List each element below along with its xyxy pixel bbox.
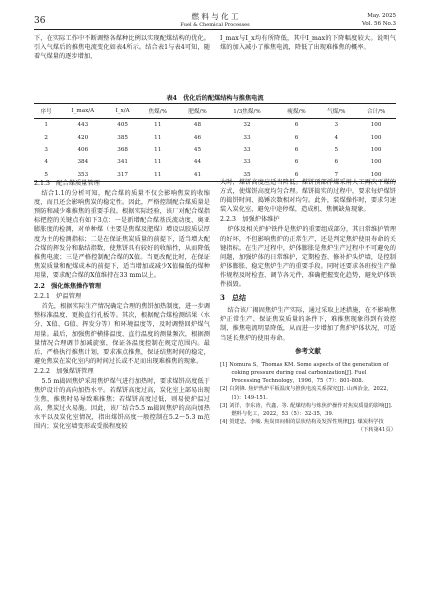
table-cell: 100	[370, 134, 382, 141]
table-row	[34, 144, 396, 156]
reference-list	[220, 361, 396, 435]
reference-item: [3] 刘洋，李东涛，代鑫，等. 配煤结构与炼焦炉操作对焦炭质量的影响[J]. 燃料与化工，2022，53（5）：32-35，39.	[220, 402, 393, 417]
table-header-cell: 序号	[34, 104, 58, 119]
top-left-paragraph	[34, 34, 210, 61]
section-heading-2-2-2: 2.2.2 加强煤饼管理	[34, 367, 94, 375]
journal-title-cn: 燃 料 与 化 工	[191, 12, 239, 21]
section-heading-2-1-3: 2.1.3 配合煤质量管理	[34, 180, 100, 187]
table-cell: 11	[154, 122, 162, 129]
left-column	[34, 178, 210, 432]
reference-item: [1] Nomura S，Thomas KM. Some aspects of the generation of coking pressure during coal carbonization[J]. Fuel Processing Technology，1996，75（7）：801-808.	[220, 361, 389, 385]
table-cell: 5	[334, 146, 339, 153]
section-heading-3: 3 总结	[220, 293, 247, 303]
table-header-cell: 焦煤/%	[138, 104, 178, 119]
table-header-cell: I_max/A	[58, 104, 107, 119]
paragraph: I_max与I_x均有所降低，其中I_max的下降幅度较大。说明气煤的加入减小了推焦电流，降低了出现难推焦的概率。	[220, 35, 396, 52]
journal-header	[150, 12, 280, 30]
table-row	[34, 156, 396, 168]
section-heading-2-2-3: 2.2.3 加强炉体维护	[220, 216, 280, 224]
table-cell: 2	[44, 134, 48, 141]
table-cell: 6	[334, 159, 339, 166]
table-cell: 100	[370, 122, 382, 129]
table-cell: 1	[44, 122, 48, 129]
table-cell: 33	[243, 146, 251, 153]
table-cell: 443	[77, 122, 89, 129]
table-cell: 48	[193, 122, 202, 129]
table-cell: 353	[58, 169, 107, 182]
table-cell: 45	[193, 146, 202, 153]
table-header-row	[34, 104, 396, 119]
issue-date: May. 2025	[367, 13, 396, 19]
table-cell: 100	[370, 146, 382, 153]
table-cell: 6	[294, 134, 299, 141]
reference-item: [2] 白剑锋. 焦炉热炉平板温度与推焦电流关系探究[J]. 山西冶金，2022，(1)：149-151.	[220, 386, 392, 401]
issue-info	[340, 12, 396, 28]
journal-title-en: Fuel & Chemical Processes	[180, 22, 250, 28]
table-cell: 6	[277, 169, 317, 182]
table-header-cell: 合计/%	[356, 104, 396, 119]
table-row	[34, 131, 396, 143]
reference-item: [4] 贺建忠，李峻. 焦炭田间相的层状结构及发挥性规律[J]. 煤炭科学技	[220, 419, 384, 426]
table-cell: 100	[370, 159, 382, 166]
table-cell: 420	[77, 134, 89, 141]
table-cell: 317	[107, 169, 137, 182]
table-cell: 385	[117, 134, 128, 141]
right-column	[220, 178, 396, 435]
table-cell: 33	[243, 159, 251, 166]
table-cell: 368	[117, 146, 128, 153]
table-caption: 表4 优化后的配煤结构与推焦电流	[166, 95, 264, 102]
table-cell: 5	[34, 169, 58, 182]
table-cell: 3	[44, 146, 48, 153]
data-table	[34, 103, 396, 182]
top-right-paragraph	[220, 34, 396, 52]
paragraph: 下，在实际工作中不断调整各煤种比例以实现配煤结构的优化。引入气煤后的推焦电流变化如表4所示。结合表1与表4可知，随着气煤量的逐步增加，	[34, 35, 210, 61]
table-cell: 4	[44, 159, 48, 166]
page-number: 36	[34, 16, 46, 26]
table-cell: 41	[178, 169, 218, 182]
table-cell: 11	[154, 134, 162, 141]
table-cell: 406	[77, 146, 89, 153]
table-cell: 4	[334, 134, 339, 141]
table-cell: 11	[154, 146, 162, 153]
table-header-cell: I_x/A	[107, 104, 137, 119]
paragraph: 大时，煤饼高度应适当降低。煤饼顶部浮煤采用人工再次平煤的方式，使煤饼高度均匀合理。煤饼捣实的过程中，要求每炉煤饼的捣饼时间、捣锤次数相对均匀。此外，装煤操作时，要求匀速装入炭化室，避免中途停煤，造成机、焦侧缺角现象。	[220, 179, 396, 214]
paragraph: 炉体及相关炉护铁件是焦炉的重要组成部分，其日常维护管理的好坏，不但影响焦炉的正常生产，还是判定焦炉使用寿命的关键指标。在生产过程中，炉体膨胀是焦炉生产过程中不可避免的问题，加强炉体的日常维护，定期检查、修补炉头炉墙，是控制炉体膨胀、稳定焦炉生产的重要手段。同时还要求各班按生产操作规程及时检查、调节各元件，准确把握变化趋势，避免炉体铁件损毁。	[220, 226, 396, 289]
table-cell: 341	[117, 159, 128, 166]
paragraph: 结合该厂揭固焦炉生产实际，通过采取上述措施，在不影响焦炉正常生产、保证焦炭质量的条件下，难推焦现象得到有效控制，推焦电流明显降低，从而进一步增加了焦炉炉体状况，可适当延长焦炉的使用寿命。	[220, 307, 396, 342]
table-cell: 32	[243, 122, 251, 129]
table-cell: 33	[243, 134, 251, 141]
table-cell: 11	[138, 169, 178, 182]
table-header-cell: 1/3焦煤/%	[217, 104, 276, 119]
table-header-cell: 气煤/%	[316, 104, 356, 119]
table-cell: 7	[316, 169, 356, 182]
table-cell: 6	[294, 146, 299, 153]
table-cell: 6	[294, 159, 299, 166]
issue-volume: Vol. 56 No.3	[361, 21, 396, 27]
continuation-note: （下转第41页）	[357, 427, 396, 434]
table-header-cell: 瘦煤/%	[277, 104, 317, 119]
table-cell: 3	[334, 122, 339, 129]
table-cell: 100	[356, 169, 396, 182]
table-cell: 46	[193, 134, 202, 141]
references-title: 参考文献	[295, 346, 321, 355]
paragraph: 首先，根据实际生产情况确定合理的焦饼加热制度，进一步调整标准温度、更换直行孔板等。其次，根据配合煤检测结果（水分、X值、G值、挥发分等）和环境温度等，及时调整回炉煤气用量。最后，加强焦炉横排温度、直行温度的测量频次，根据测量情况合理调节加减旋塞，保证各温度控制在规定范围内。最后，严格执行推焦计划，要求准点推焦，保证结焦时间的稳定，避免焦炭在炭化室内的时间过长或不足而出现难推焦的现象。	[34, 303, 210, 365]
table-body	[34, 119, 396, 182]
table-row	[34, 119, 396, 132]
paragraph: 结合1.1的分析可知，配合煤的质量不仅会影响焦炭的收缩度，而且还会影响焦炭的稳定性。因此，严格控制配合煤质量是预防和减少难推焦的重要手段。根据实际经验，该厂对配合煤指标把控的关键点有如下3点：一是新增配合煤基氏流动度、奥亚膨胀度的检测，对单种煤（主要是焦煤及肥煤）增设以胶质层厚度为主的检测指标；二是在保证焦炭质量的前提下，适当增大配合煤的挥发分和黏结指数，使焦饼具有较好的收缩性，从而降低推焦电流；三是严格控制配合煤的X值。当更改配比时，在保证焦炭质量和配煤成本的前提下，适当增加或减少X值偏低的煤种用量，要求配合煤的X值维持在33 mm以上。	[34, 190, 210, 279]
section-heading-2-2-1: 2.2.1 炉温管理	[34, 293, 82, 301]
header-rule	[34, 29, 396, 30]
table-cell: 11	[154, 159, 162, 166]
table-cell: 405	[117, 122, 128, 129]
table-cell: 44	[193, 159, 202, 166]
section-heading-2-2: 2.2 强化炼焦操作管理	[34, 283, 102, 291]
table-cell: 6	[294, 122, 299, 129]
table-cell: 35	[217, 169, 276, 182]
paragraph: 5.5 m捣固焦炉采用焦炉煤气进行加热时，要求煤饼高度低于焦炉设计的高向加热水平。若煤饼高度过高，炭化室上部易出现生焦，推焦时易导致难推焦；若煤饼高度过低，则易使炉温过高，焦炭过火易脆。因此，该厂结合5.5 m捣固焦炉的高向加热水平以及炭化室情况，指出煤饼高度一般控制在5.2～5.3 m范围内；炭化室墙变形或受损程度较	[34, 377, 210, 431]
table-cell: 384	[77, 159, 89, 166]
table-header-cell: 肥煤/%	[178, 104, 218, 119]
